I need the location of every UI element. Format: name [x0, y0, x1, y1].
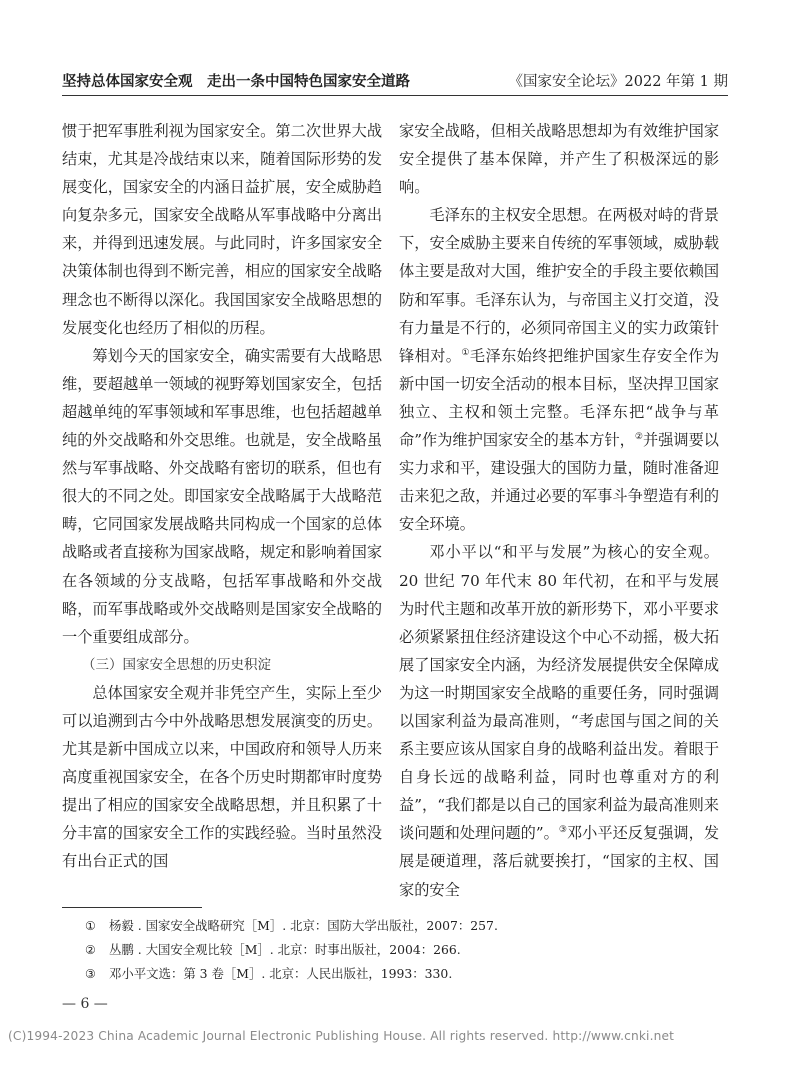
- page-number: — 6 —: [62, 996, 108, 1012]
- footnote: [85, 938, 705, 962]
- header-article-title: 坚持总体国家安全观 走出一条中国特色国家安全道路: [62, 74, 410, 90]
- footnote-text: 邓小平文选：第 3 卷［M］. 北京：人民出版社，1993：330.: [109, 966, 453, 981]
- paragraph: [399, 201, 719, 538]
- footnote-mark: ③: [85, 967, 96, 981]
- paragraph-text: 邓小平还反复强调，发展是硬道理，落后就要挨打，“国家的主权、国家的安全: [399, 824, 720, 899]
- footnote-text: 丛鹏 . 大国安全观比较［M］. 北京：时事出版社，2004：266.: [109, 942, 461, 957]
- paragraph-text: 并强调要以实力求和平，建设强大的国防力量，随时准备迎击来犯之敌，并通过必要的军事斗争塑造有利的安全环境。: [399, 431, 719, 534]
- paragraph-text: 毛泽东的主权安全思想。在两极对峙的背景下，安全威胁主要来自传统的军事领域，威胁载体主要是敌对大国，维护安全的手段主要依赖国防和军事。毛泽东认为，与帝国主义打交道，没有力量是不行的，必须同帝国主义的实力政策针锋相对。: [399, 206, 719, 365]
- footnote-ref-3[interactable]: ③: [558, 825, 567, 836]
- paragraph: 家安全战略，但相关战略思想却为有效维护国家安全提供了基本保障，并产生了积极深远的影响。: [399, 122, 719, 197]
- footnote-mark: ①: [85, 919, 96, 933]
- footnotes: [85, 914, 705, 986]
- section-subheading: （三）国家安全思想的历史积淀: [82, 656, 271, 673]
- footnote-text: 杨毅 . 国家安全战略研究［M］. 北京：国防大学出版社，2007：257.: [109, 918, 498, 933]
- footnote-ref-1[interactable]: ①: [461, 347, 470, 358]
- paragraph-text: 邓小平以“和平与发展”为核心的安全观。20 世纪 70 年代末 80 年代初，在和平与发展为时代主题和改革开放的新形势下，邓小平要求必须紧紧扭住经济建设这个中心不动摇，极大拓展了国家安全内涵，为经济发展提供安全保障成为这一时期国家安全战略的重要任务，同时强调以国家利益为最高准则，“考虑国与国之间的关系主要应该从国家自身的战略利益出发。着眼于自身长远的战略利益，同时也尊重对方的利益”，“我们都是以自己的国家利益为最高准则来谈问题和处理问题的”。: [399, 543, 719, 843]
- paragraph: [399, 538, 719, 903]
- footnote-mark: ②: [85, 943, 96, 957]
- copyright-footer: (C)1994-2023 China Academic Journal Electronic Publishing House. All rights reserved. http://www.cnki.net: [8, 1029, 675, 1043]
- left-column: [62, 117, 382, 876]
- right-column: [399, 117, 719, 904]
- paragraph: 筹划今天的国家安全，确实需要有大战略思维，要超越单一领域的视野筹划国家安全，包括超越单纯的军事领域和军事思维，也包括超越单纯的外交战略和外交思维。也就是，安全战略虽然与军事战略、外交战略有密切的联系，但也有很大的不同之处。即国家安全战略属于大战略范畴，它同国家发展战略共同构成一个国家的总体战略或者直接称为国家战略，规定和影响着国家在各领域的分支战略，包括军事战略和外交战略，而军事战略或外交战略则是国家安全战略的一个重要组成部分。: [62, 346, 382, 646]
- footnote: [85, 962, 705, 986]
- header-divider: [62, 95, 728, 96]
- paragraph: 总体国家安全观并非凭空产生，实际上至少可以追溯到古今中外战略思想发展演变的历史。尤其是新中国成立以来，中国政府和领导人历来高度重视国家安全，在各个历史时期都审时度势提出了相应的国家安全战略思想，并且积累了十分丰富的国家安全工作的实践经验。当时虽然没有出台正式的国: [62, 683, 382, 871]
- paragraph-text: 毛泽东始终把维护国家生存安全作为新中国一切安全活动的根本目标，坚决捍卫国家独立、主权和领土完整。毛泽东把“战争与革命”作为维护国家安全的基本方针，: [399, 346, 720, 450]
- footnote-ref-2[interactable]: ②: [634, 431, 643, 442]
- footnote-divider: [62, 907, 202, 908]
- footnote: [85, 914, 705, 938]
- running-header: [62, 70, 728, 92]
- paragraph: 惯于把军事胜利视为国家安全。第二次世界大战结束，尤其是冷战结束以来，随着国际形势的发展变化，国家安全的内涵日益扩展，安全威胁趋向复杂多元，国家安全战略从军事战略中分离出来，并得到迅速发展。与此同时，许多国家安全决策体制也得到不断完善，相应的国家安全战略理念也不断得以深化。我国国家安全战略思想的发展变化也经历了相似的历程。: [62, 122, 382, 337]
- header-journal-issue: 《国家安全论坛》2022 年第 1 期: [508, 74, 728, 90]
